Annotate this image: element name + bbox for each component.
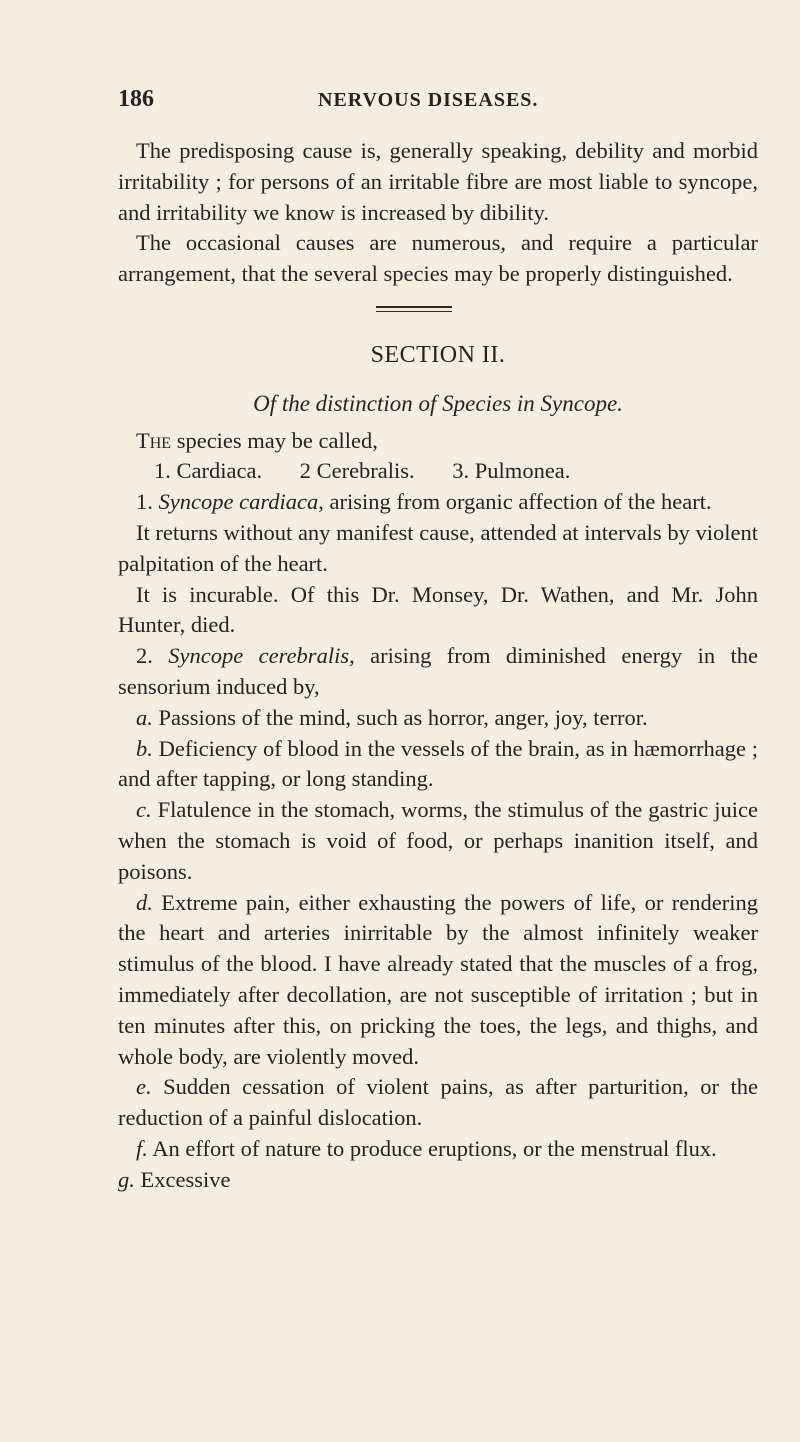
section-heading: SECTION II. [370, 341, 506, 368]
item-d [118, 888, 758, 1073]
species-item-3: 3. Pulmonea. [452, 458, 571, 484]
cerebralis-number: 2. [136, 643, 169, 669]
paragraph-incurable: It is incurable. Of this Dr. Monsey, Dr. Wathen, and Mr. John Hunter, died. [118, 581, 758, 638]
section-subtitle: Of the distinction of Species in Syncope. [253, 390, 623, 416]
page-header [118, 86, 758, 126]
species-intro-rest: species may be called, [171, 427, 378, 453]
body-text [118, 136, 758, 1196]
item-a-text: Passions of the mind, such as horror, anger, joy, terror. [152, 704, 648, 730]
cerebralis-rest: , arising from diminished energy in the sensorium induced by, [118, 643, 758, 699]
section-rule-thin [376, 311, 452, 312]
catchword-text: Excessive [134, 1166, 231, 1192]
catchword [118, 1165, 758, 1196]
item-f-label: f. [136, 1135, 148, 1161]
species-list [118, 456, 758, 487]
item-c [118, 795, 758, 887]
item-b [118, 734, 758, 796]
cardiaca-name: Syncope cardiaca [158, 489, 319, 515]
species-intro-lead: The [136, 427, 172, 453]
paragraph-returns: It returns without any manifest cause, attended at intervals by violent palpitation of the heart. [118, 519, 758, 576]
item-e [118, 1072, 758, 1134]
section-rule-thick [376, 306, 452, 308]
species-intro [118, 426, 758, 457]
item-f [118, 1134, 758, 1165]
item-f-text: An effort of nature to produce eruptions, or the menstrual flux. [147, 1135, 717, 1161]
item-d-label: d. [136, 889, 153, 915]
paragraph-syncope-cardiaca [118, 487, 758, 518]
species-item-2: 2 Cerebralis. [299, 458, 415, 484]
item-d-text: Extreme pain, either exhausting the powers of life, or rendering the heart and arteries inirritable by the almost infinitely weaker stimulus of the blood. I have already stated that the muscles of a frog, immediately after decollation, are not susceptible of irritation ; but in ten minutes after this, on pricking the toes, the legs, and thighs, and whole body, are violently moved. [118, 889, 758, 1069]
page-number: 186 [118, 86, 154, 112]
item-c-label: c. [136, 797, 152, 823]
item-a [118, 703, 758, 734]
paragraph-occasional-causes: The occasional causes are numerous, and require a particular arrangement, that the several species may be properly distinguished. [118, 230, 758, 287]
paragraph-predisposing-cause: The predisposing cause is, generally speaking, debility and morbid irritability ; for persons of an irritable fibre are most liable to syncope, and irritability we know is increased by dibility. [118, 138, 758, 225]
item-a-label: a. [136, 704, 153, 730]
item-c-text: Flatulence in the stomach, worms, the stimulus of the gastric juice when the stomach is void of food, or perhaps inanition itself, and poisons. [118, 797, 758, 884]
section-divider [118, 298, 758, 326]
item-e-label: e. [136, 1074, 152, 1100]
paragraph-syncope-cerebralis [118, 641, 758, 703]
cardiaca-number: 1. [136, 489, 159, 515]
cardiaca-rest: , arising from organic affection of the heart. [318, 489, 712, 515]
item-b-text: Deficiency of blood in the vessels of the brain, as in hæmorrhage ; and after tapping, or long standing. [118, 735, 758, 792]
cerebralis-name: Syncope cerebralis [168, 643, 350, 669]
catchword-label: g. [118, 1166, 135, 1192]
species-item-1: 1. Cardiaca. [154, 458, 263, 484]
running-head: NERVOUS DISEASES. [318, 89, 539, 111]
item-b-label: b. [136, 735, 153, 761]
item-e-text: Sudden cessation of violent pains, as after parturition, or the reduction of a painful dislocation. [118, 1074, 758, 1131]
